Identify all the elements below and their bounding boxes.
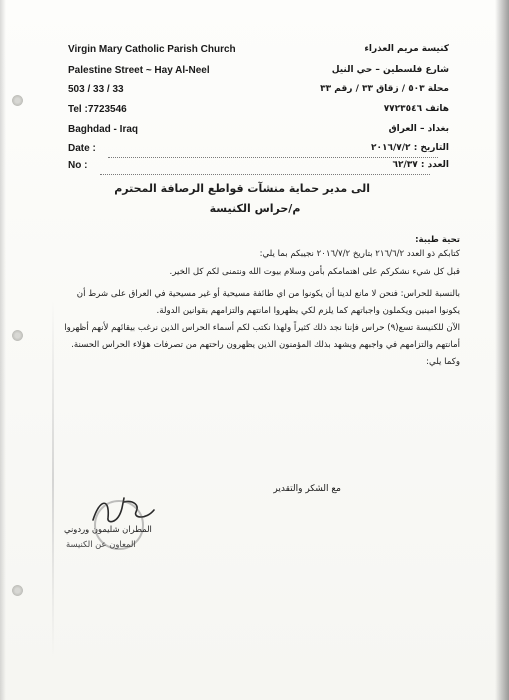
- guards-requirement-paragraph: بالنسبة للحراس: فنحن لا مانع لدينا أن يكونوا من اي طائفة مسيحية أو غير مسيحية في العراق على شرط أن يكونوا امينين ويكملون واجباتهم كما يلزم لكي يظهروا امانتهم والتزامهم بقوانين الدولة.: [76, 289, 460, 316]
- church-name-en: Virgin Mary Catholic Parish Church: [68, 44, 236, 55]
- date-label: Date :: [68, 143, 96, 154]
- number-underline: [100, 174, 430, 175]
- scanner-shadow-right: [495, 0, 509, 700]
- greeting: تحية طيبة:: [415, 235, 460, 245]
- punch-hole-mark: [12, 585, 23, 596]
- church-name-ar: كنيسة مريم العذراء: [364, 44, 449, 54]
- thanks-paragraph: قبل كل شيء نشكركم على اهتمامكم بأمن وسلام بيوت الله ونتمنى لكم كل الخير.: [169, 267, 460, 277]
- address-number-en: 503 / 33 / 33: [68, 84, 124, 95]
- scanner-shadow-left: [0, 0, 6, 700]
- number-label: No :: [68, 160, 88, 171]
- punch-hole-mark: [12, 95, 23, 106]
- closing-thanks: مع الشكر والتقدير: [273, 484, 341, 494]
- telephone-en: Tel :7723546: [68, 104, 127, 115]
- phone-ar: هاتف ٧٧٢٣٥٤٦: [383, 104, 449, 114]
- date-ar: التاريخ : ٢٠١٦/٧/٢: [371, 143, 449, 153]
- fold-mark: [52, 300, 54, 660]
- date-underline: [108, 157, 438, 158]
- city-en: Baghdad - Iraq: [68, 124, 139, 135]
- subject-line: م/حراس الكنيسة: [209, 202, 301, 215]
- address-ar: محلة ٥٠٣ / زقاق ٣٣ / رقم ٣٣: [320, 84, 449, 94]
- addressee-line: الى مدير حماية منشآت قواطع الرصافة المحترم: [114, 182, 370, 195]
- street-ar: شارع فلسطين – حي النيل: [331, 65, 449, 75]
- number-ar: العدد : ٦٢/٣٧: [392, 160, 449, 170]
- signer-name: المطران شليمون وردوني: [64, 524, 152, 534]
- punch-hole-mark: [12, 330, 23, 341]
- signer-title: المعاون عن الكنيسة: [66, 539, 136, 549]
- guards-list-paragraph: الآن للكنيسة تسع(٩) حراس فإننا نجد ذلك كثيراً ولهذا نكتب لكم أسماء الحراس الذين نرغب بيقائهم لأنهم أظهروا أمانتهم والتزامهم في واجبهم ويشهد بذلك المؤمنون الذين يظهرون راحتهم من تصرفات هؤلاء الحراس الحسنة. وكما يلي:: [64, 323, 460, 367]
- street-en: Palestine Street ~ Hay Al-Neel: [68, 65, 210, 76]
- city-ar: بغداد – العراق: [388, 124, 449, 134]
- reference-paragraph: كتابكم ذو العدد ٢١٦/٦/٢ بتاريخ ٢٠١٦/٧/٢ نجيبكم بما يلي:: [259, 249, 460, 259]
